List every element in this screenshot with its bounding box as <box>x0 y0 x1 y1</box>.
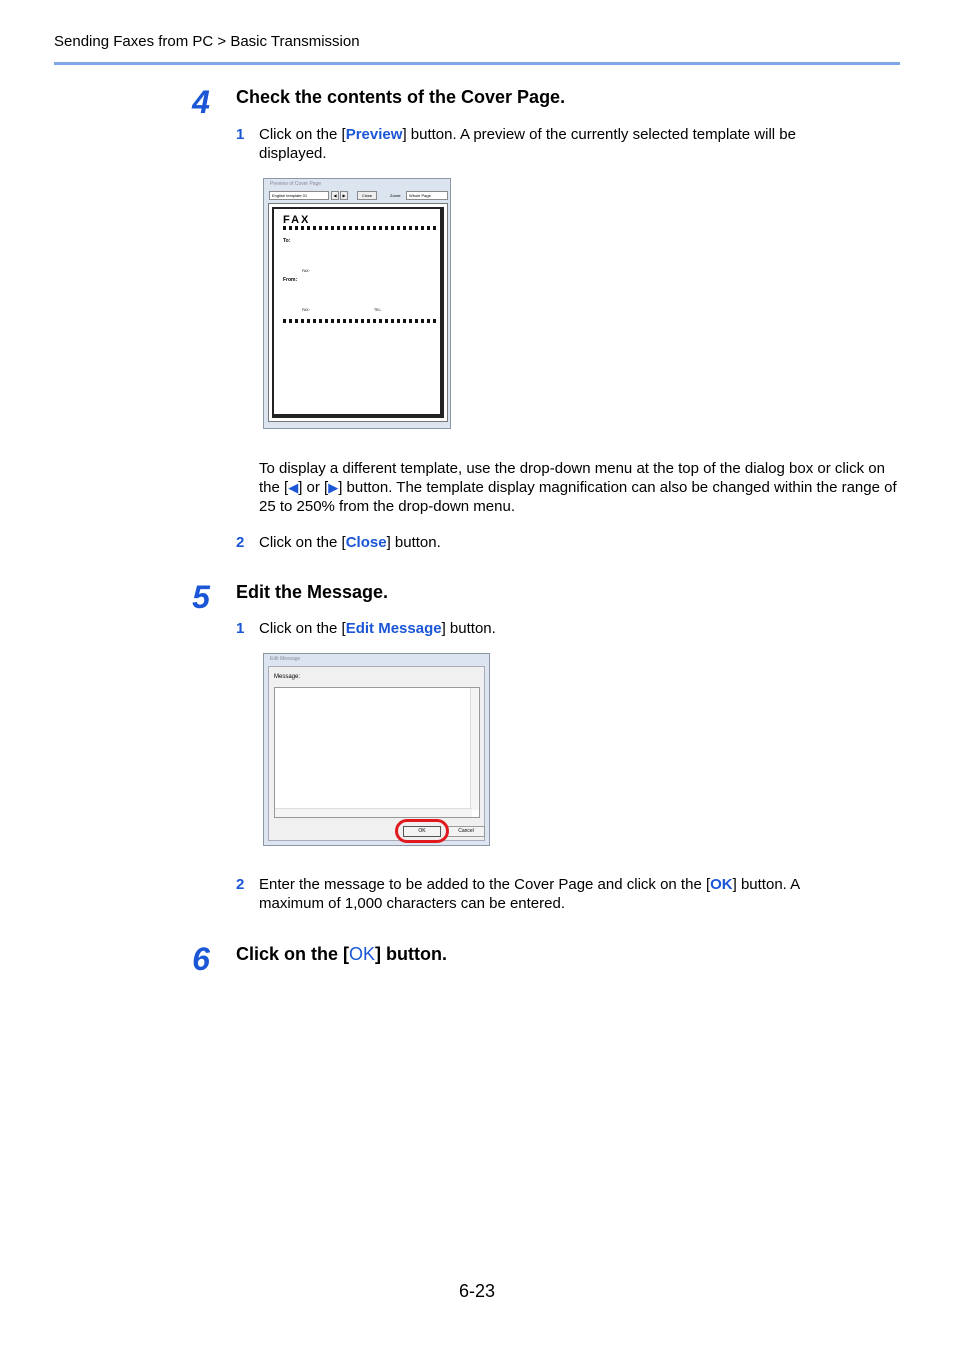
template-select[interactable]: English template 01 <box>269 191 329 200</box>
preview-dialog-title: Preview of Cover Page <box>270 181 322 187</box>
preview-key: Preview <box>345 126 403 143</box>
step-5-sub-1-text: Click on the [Edit Message] button. <box>259 620 496 637</box>
step-4-sub-1-text: Click on the [Preview] button. A preview of the currently selected template will be displayed. <box>259 126 796 162</box>
to-fax-label: FAX: <box>302 269 310 273</box>
step-4-sub-2-text: Click on the [Close] button. <box>259 534 441 551</box>
dotted-line-top <box>283 226 437 230</box>
edit-message-key: Edit Message <box>345 620 442 637</box>
step-6-number: 6 <box>192 941 210 977</box>
zoom-select[interactable]: Whole Page <box>406 191 448 200</box>
close-key: Close <box>345 534 387 551</box>
step-6-heading: Click on the [OK] button. <box>236 944 447 964</box>
step-4-sub-1-number: 1 <box>236 126 245 143</box>
horizontal-scrollbar[interactable] <box>275 808 472 817</box>
cover-page-preview <box>268 203 448 422</box>
fax-title: FAX <box>283 214 311 226</box>
step-5-heading: Edit the Message. <box>236 582 389 602</box>
next-template-button[interactable]: ▶ <box>340 191 348 200</box>
step-5-sub-1-number: 1 <box>236 620 245 637</box>
edit-message-dialog-screenshot <box>263 653 490 846</box>
step-4-sub-2-number: 2 <box>236 534 245 551</box>
step-4-heading: Check the contents of the Cover Page. <box>236 87 566 107</box>
message-label: Message: <box>274 674 301 680</box>
from-label: From: <box>283 277 298 283</box>
edit-message-dialog-title: Edit Message <box>270 656 301 662</box>
step-5-number: 5 <box>192 579 210 615</box>
from-fax-label: FAX: <box>302 308 310 312</box>
breadcrumb: Sending Faxes from PC > Basic Transmission <box>54 33 360 50</box>
cancel-button[interactable]: Cancel <box>447 826 485 837</box>
ok-button[interactable]: OK <box>403 826 441 837</box>
step-5-sub-2-text: Enter the message to be added to the Cover Page and click on the [OK] button. A maximum of 1,000 characters can be entered. <box>259 876 800 912</box>
right-arrow-icon: ▶ <box>328 480 339 495</box>
to-label: To: <box>283 238 291 244</box>
vertical-scrollbar[interactable] <box>470 688 479 810</box>
step-6-ok-key: OK <box>349 944 376 964</box>
tel-label: TEL: <box>374 308 382 312</box>
step-4-number: 4 <box>192 84 210 120</box>
ok-key: OK <box>710 876 733 893</box>
message-textarea[interactable] <box>274 687 480 818</box>
step-5-sub-2-number: 2 <box>236 876 245 893</box>
prev-template-button[interactable]: ◀ <box>331 191 339 200</box>
close-button[interactable]: Close <box>357 191 377 200</box>
page-number: 6-23 <box>458 1281 496 1301</box>
header-rule <box>54 62 900 65</box>
ok-highlight-ring <box>395 819 449 843</box>
zoom-label: Zoom: <box>390 193 402 198</box>
step-4-note: To display a different template, use the drop-down menu at the top of the dialog box or click on the [◀] or [▶] button. The template display magnification can also be changed within the range of 25 to 250% from the drop-down menu. <box>259 460 897 515</box>
left-arrow-icon: ◀ <box>288 480 299 495</box>
dotted-line-bottom <box>283 319 437 323</box>
preview-dialog-screenshot <box>263 178 451 429</box>
